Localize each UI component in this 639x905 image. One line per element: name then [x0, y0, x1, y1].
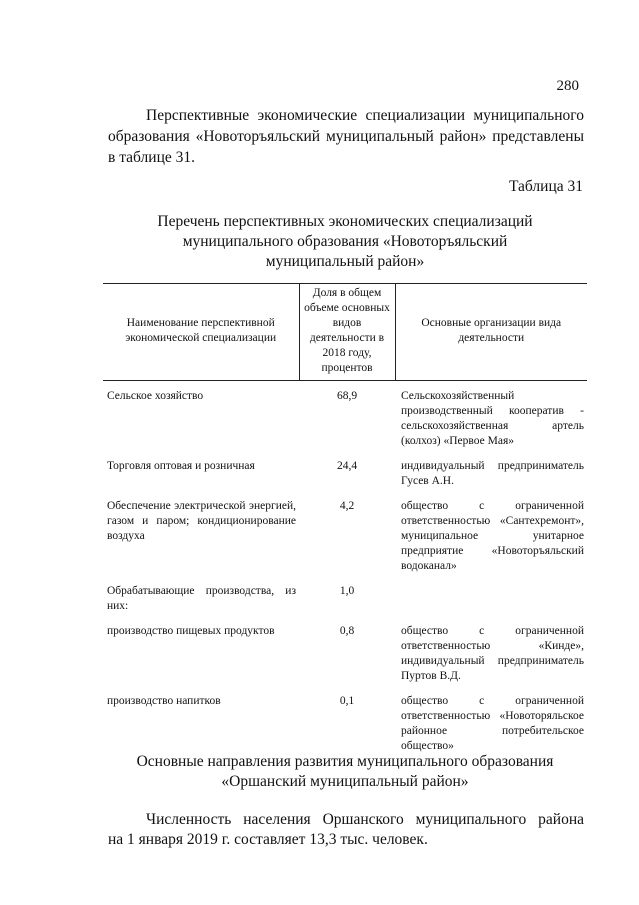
section-heading-line-1: Основные направления развития муниципального образования — [136, 753, 554, 770]
cell-specialization: производство пищевых продуктов — [107, 625, 275, 637]
table-title — [100, 212, 590, 272]
cell-organizations: общество с ограниченной ответственностью «Новоторяльское районное потребительское общество» — [401, 695, 584, 752]
intro-line-3: в таблице 31. — [108, 149, 195, 166]
specializations-table — [103, 283, 587, 754]
cell-share: 1,0 — [339, 585, 355, 597]
page-number: 280 — [556, 78, 579, 94]
intro-paragraph — [108, 105, 584, 168]
table-row — [103, 694, 587, 754]
cell-share: 0,1 — [339, 695, 355, 707]
cell-share: 24,4 — [336, 460, 358, 472]
table-label: Таблица 31 — [508, 178, 583, 195]
header-organizations: Основные организации вида деятельности — [395, 284, 587, 381]
cell-share: 0,8 — [339, 625, 355, 637]
header-share: Доля в общем объеме основных видов деятельности в 2018 году, процентов — [299, 284, 395, 381]
section-heading-line-2: «Оршанский муниципальный район» — [221, 773, 469, 790]
paragraph-line-1: Численность населения Оршанского муниципального района — [146, 811, 584, 828]
population-paragraph — [108, 810, 584, 850]
cell-organizations: общество с ограниченной ответственностью «Кинде», индивидуальный предприниматель Пуртов В.Д. — [401, 625, 584, 682]
table-title-line-3: муниципальный район» — [265, 253, 425, 270]
table-title-line-1: Перечень перспективных экономических специализаций — [157, 213, 533, 230]
cell-specialization: Обрабатывающие производства, из них: — [107, 585, 296, 612]
cell-organizations: индивидуальный предприниматель Гусев А.Н. — [401, 460, 584, 487]
cell-organizations — [395, 584, 587, 624]
intro-line-1: Перспективные экономические специализации муниципального — [146, 107, 584, 124]
header-specialization: Наименование перспективной экономической специализации — [103, 284, 299, 381]
table-row — [103, 459, 587, 499]
cell-share: 68,9 — [336, 390, 358, 402]
cell-organizations: Сельскохозяйственный производственный кооператив - сельскохозяйственная артель (колхоз) «Первое Мая» — [401, 390, 584, 447]
section-heading — [100, 752, 590, 792]
table-row — [103, 381, 587, 460]
cell-specialization: Торговля оптовая и розничная — [107, 460, 255, 472]
cell-specialization: Сельское хозяйство — [107, 390, 204, 402]
intro-line-2: образования «Новоторъяльский муниципальный район» представлены — [108, 128, 584, 145]
cell-specialization: производство напитков — [107, 695, 221, 707]
table-row — [103, 624, 587, 694]
table-title-line-2: муниципального образования «Новоторъяльский — [182, 233, 508, 250]
table-row — [103, 584, 587, 624]
table-header-row — [103, 284, 587, 381]
cell-specialization: Обеспечение электрической энергией, газом и паром; кондиционирование воздуха — [107, 500, 296, 542]
cell-share: 4,2 — [339, 500, 355, 512]
table-row — [103, 499, 587, 584]
cell-organizations: общество с ограниченной ответственностью «Сантехремонт», муниципальное унитарное предприятие «Новоторъяльский водоканал» — [401, 500, 584, 572]
paragraph-line-2: на 1 января 2019 г. составляет 13,3 тыс. человек. — [108, 831, 428, 848]
